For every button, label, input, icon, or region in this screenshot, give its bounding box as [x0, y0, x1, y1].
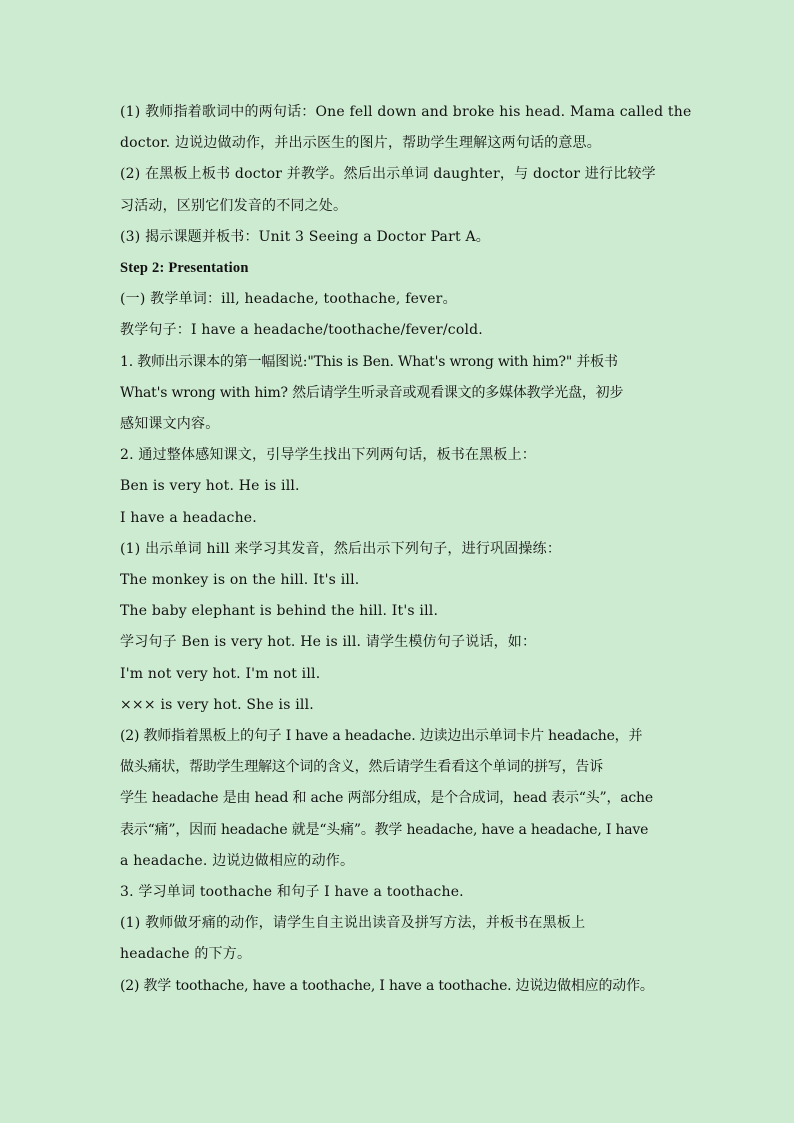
text-line: The baby elephant is behind the hill. It's ill. — [120, 603, 439, 620]
text-line: (1) 教师做牙痛的动作，请学生自主说出读音及拼写方法，并板书在黑板上 — [120, 915, 586, 932]
text-line: I have a headache. — [120, 509, 257, 526]
text-line: (一) 教学单词：ill, headache, toothache, fever。 — [120, 291, 457, 308]
text-line: What's wrong with him? 然后请学生听录音或观看课文的多媒体教学光盘，初步 — [120, 384, 624, 401]
text-line: Ben is very hot. He is ill. — [120, 478, 300, 495]
text-line: 学习句子 Ben is very hot. He is ill. 请学生模仿句子说话，如： — [120, 634, 537, 651]
text-line: (3) 揭示课题并板书：Unit 3 Seeing a Doctor Part A。 — [120, 228, 490, 245]
text-line: doctor. 边说边做动作，并出示医生的图片，帮助学生理解这两句话的意思。 — [120, 135, 601, 152]
text-line: 感知课文内容。 — [120, 416, 220, 433]
text-line: (2) 在黑板上板书 doctor 并教学。然后出示单词 daughter，与 doctor 进行比较学 — [120, 166, 656, 183]
text-line: headache 的下方。 — [120, 946, 252, 963]
text-line: 表示“痛”，因而 headache 就是“头痛”。教学 headache, have a headache, I have — [120, 821, 649, 838]
document-body — [120, 97, 692, 1002]
text-line: (2) 教学 toothache, have a toothache, I have a toothache. 边说边做相应的动作。 — [120, 977, 654, 994]
text-line: 1. 教师出示课本的第一幅图说:"This is Ben. What's wrong with him?" 并板书 — [120, 353, 618, 370]
text-line: 做头痛状，帮助学生理解这个词的含义，然后请学生看看这个单词的拼写，告诉 — [120, 759, 603, 776]
section-heading: Step 2: Presentation — [120, 260, 249, 277]
text-line: 习活动，区别它们发音的不同之处。 — [120, 197, 348, 214]
text-line: (1) 教师指着歌词中的两句话：One fell down and broke his head. Mama called the — [120, 104, 692, 120]
text-line: 3. 学习单词 toothache 和句子 I have a toothache. — [120, 884, 464, 901]
text-line: The monkey is on the hill. It's ill. — [120, 572, 360, 589]
text-line: a headache. 边说边做相应的动作。 — [120, 852, 355, 869]
text-line: (2) 教师指着黑板上的句子 I have a headache. 边读边出示单词卡片 headache，并 — [120, 728, 643, 745]
text-line: I'm not very hot. I'm not ill. — [120, 665, 321, 682]
text-line: 2. 通过整体感知课文，引导学生找出下列两句话，板书在黑板上： — [120, 447, 537, 464]
text-line: 教学句子：I have a headache/toothache/fever/cold. — [120, 322, 483, 339]
text-line: 学生 headache 是由 head 和 ache 两部分组成，是个合成词，head 表示“头”，ache — [120, 790, 653, 807]
text-line: ××× is very hot. She is ill. — [120, 696, 314, 713]
text-line: (1) 出示单词 hill 来学习其发音，然后出示下列句子，进行巩固操练： — [120, 540, 562, 557]
